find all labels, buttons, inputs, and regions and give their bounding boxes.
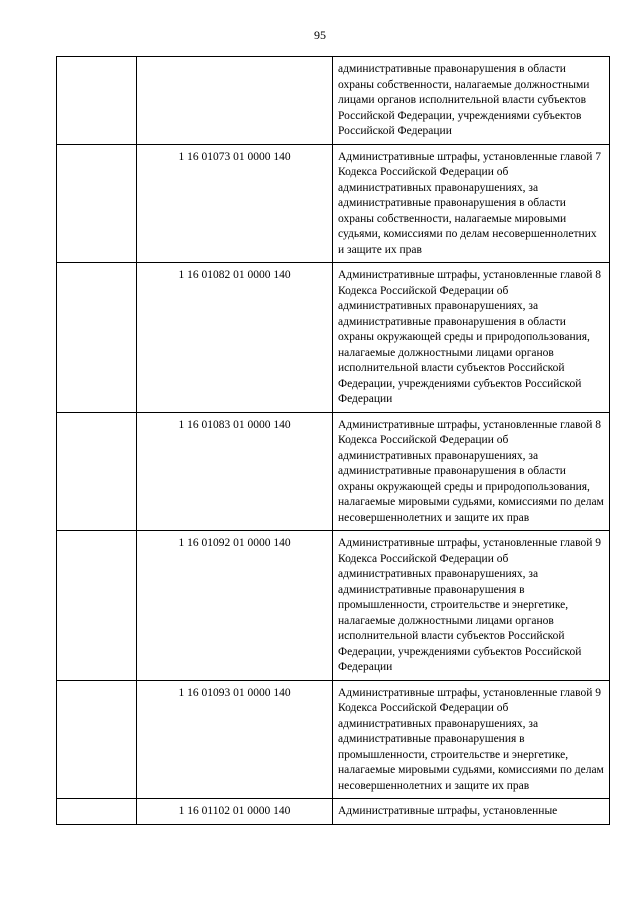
table-row bbox=[57, 531, 610, 681]
blank-cell bbox=[57, 263, 137, 413]
table-row bbox=[57, 263, 610, 413]
classification-code: 1 16 01073 01 0000 140 bbox=[137, 144, 333, 263]
blank-cell bbox=[57, 144, 137, 263]
classification-code bbox=[137, 57, 333, 145]
classification-description: Административные штрафы, установленные главой 8 Кодекса Российской Федерации об административных правонарушениях, за административные правонарушения в области охраны окружающей среды и природопользования, налагаемые должностными лицами органов исполнительной власти субъектов Российской Федерации, учреждениями субъектов Российской Федерации bbox=[333, 263, 610, 413]
table-row bbox=[57, 412, 610, 531]
blank-cell bbox=[57, 531, 137, 681]
classification-description: административные правонарушения в области охраны собственности, налагаемые должностными лицами органов исполнительной власти субъектов Российской Федерации, учреждениями субъектов Российской Федерации bbox=[333, 57, 610, 145]
classification-code: 1 16 01082 01 0000 140 bbox=[137, 263, 333, 413]
classification-code: 1 16 01093 01 0000 140 bbox=[137, 680, 333, 799]
table-row bbox=[57, 57, 610, 145]
blank-cell bbox=[57, 412, 137, 531]
table-row bbox=[57, 680, 610, 799]
classification-code: 1 16 01102 01 0000 140 bbox=[137, 799, 333, 825]
classification-description: Административные штрафы, установленные главой 9 Кодекса Российской Федерации об административных правонарушениях, за административные правонарушения в промышленности, строительстве и энергетике, налагаемые мировыми судьями, комиссиями по делам несовершеннолетних и защите их прав bbox=[333, 680, 610, 799]
classification-code: 1 16 01083 01 0000 140 bbox=[137, 412, 333, 531]
classification-description: Административные штрафы, установленные главой 9 Кодекса Российской Федерации об административных правонарушениях, за административные правонарушения в промышленности, строительстве и энергетике, налагаемые должностными лицами органов исполнительной власти субъектов Российской Федерации, учреждениями субъектов Российской Федерации bbox=[333, 531, 610, 681]
page-number: 95 bbox=[314, 28, 326, 42]
table-row bbox=[57, 799, 610, 825]
budget-classification-table bbox=[56, 56, 610, 825]
classification-description: Административные штрафы, установленные главой 8 Кодекса Российской Федерации об административных правонарушениях, за административные правонарушения в области охраны окружающей среды и природопользования, налагаемые мировыми судьями, комиссиями по делам несовершеннолетних и защите их прав bbox=[333, 412, 610, 531]
classification-code: 1 16 01092 01 0000 140 bbox=[137, 531, 333, 681]
blank-cell bbox=[57, 680, 137, 799]
classification-description: Административные штрафы, установленные главой 7 Кодекса Российской Федерации об административных правонарушениях, за административные правонарушения в области охраны собственности, налагаемые мировыми судьями, комиссиями по делам несовершеннолетних и защите их прав bbox=[333, 144, 610, 263]
table-row bbox=[57, 144, 610, 263]
blank-cell bbox=[57, 57, 137, 145]
classification-description: Административные штрафы, установленные bbox=[333, 799, 610, 825]
blank-cell bbox=[57, 799, 137, 825]
